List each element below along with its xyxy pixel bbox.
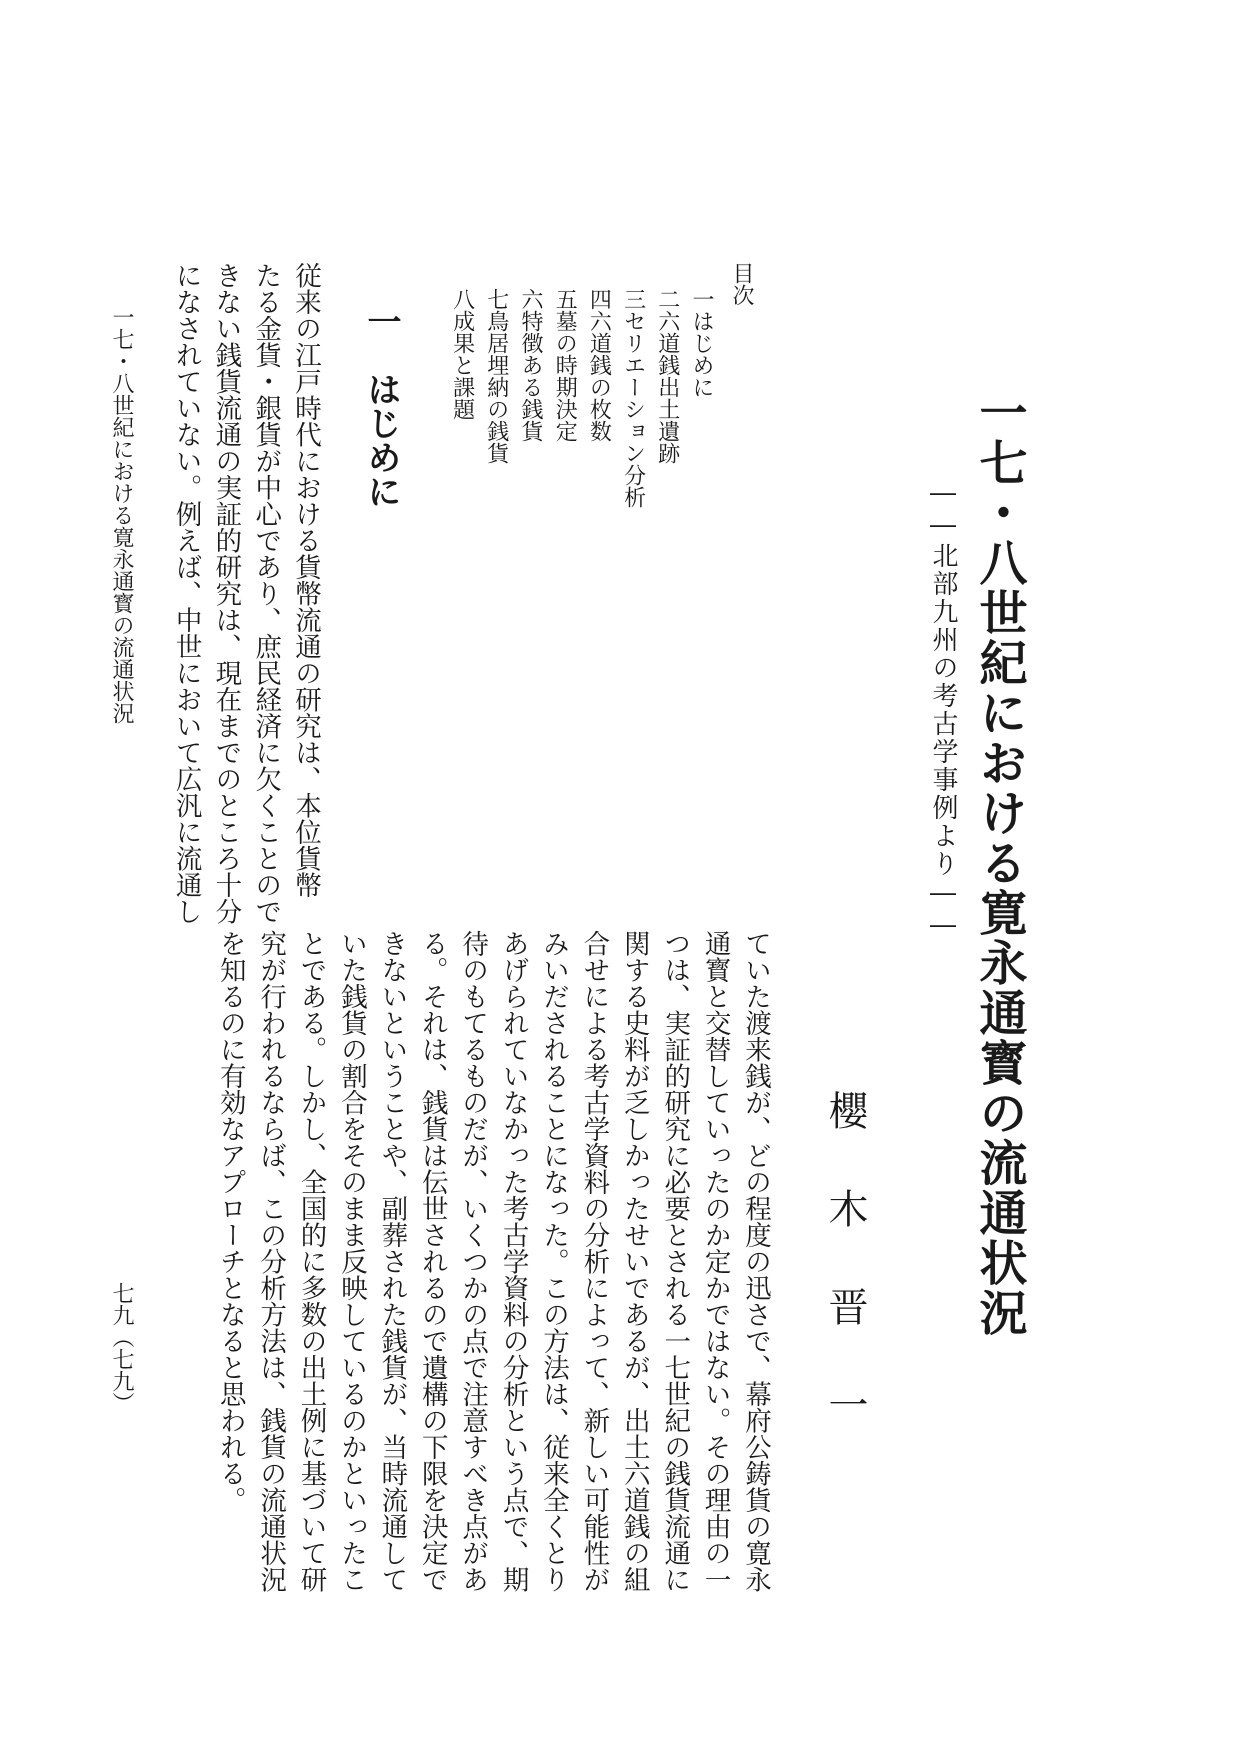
toc-item-number: 四 [586, 288, 612, 310]
toc-item-label: 鳥居埋納の銭貨 [483, 310, 509, 464]
toc-item-label: 成果と課題 [449, 310, 475, 420]
article-title: 一七・八世紀における寛永通寳の流通状況 [971, 388, 1027, 1338]
toc-item-number: 七 [483, 288, 509, 310]
toc-item [650, 288, 684, 508]
toc-item [513, 288, 547, 508]
author-name: 櫻木晋一 [822, 1090, 868, 1482]
page-number: 七九（七九） [109, 1282, 134, 1414]
body-text-left-block: 従来の江戸時代における貨幣流通の研究は、本位貨幣 たる金貨・銀貨が中心であり、庶民経済に欠くことので きない銭貨流通の実証的研究は、現在までのところ十分 になされていない。例えば、中世において広汎に流通し [170, 262, 321, 925]
toc-item [581, 288, 615, 508]
toc-item-label: セリエーション分析 [620, 310, 646, 508]
toc-item [615, 288, 649, 508]
table-of-contents [408, 288, 718, 508]
toc-item [684, 288, 718, 508]
toc-item-number: 八 [449, 288, 475, 310]
article-subtitle: ――北部九州の考古学事例より―― [928, 478, 958, 942]
section-heading: 一 はじめに [361, 304, 401, 508]
toc-heading: 目次 [729, 262, 754, 306]
toc-item-label: 墓の時期決定 [552, 310, 578, 442]
toc-item-number: 五 [552, 288, 578, 310]
toc-item [547, 288, 581, 508]
toc-item [444, 288, 478, 508]
toc-item-number: 六 [517, 288, 543, 310]
toc-item-label: 六道銭出土遺跡 [654, 310, 680, 464]
running-head: 一七・八世紀における寛永通寳の流通状況 [109, 306, 134, 724]
body-text-right-block: ていた渡来銭が、どの程度の迅さで、幕府公鋳貨の寛永 通寳と交替していったのか定かではない。その理由の一 つは、実証的研究に必要とされる一七世紀の銭貨流通に 関する史料が乏しかったせいであるが、出土六道銭の組 合せによる考古学資料の分析によって、新しい可能性が みいだされることになった。この方法は、従来全くとり あげられていなかった考古学資料の分析という点で、期 待のもてるものだが、いくつかの点で注意すべき点があ る。それは、銭貨は伝世されるので遺構の下限を決定で きないということや、副葬された銭貨が、当時流通して いた銭貨の割合をそのまま反映しているのかといったこ とである。しかし、全国的に多数の出土例に基づいて研 究が行われるならば、この分析方法は、銭貨の流通状況 を知るのに有効なアプローチとなると思われる。 [214, 930, 771, 1593]
toc-item-label: 特徴ある銭貨 [517, 310, 543, 442]
toc-item-label: 六道銭の枚数 [586, 310, 612, 442]
toc-item-number: 三 [620, 288, 646, 310]
toc-item-number: 一 [689, 288, 714, 310]
toc-item [479, 288, 513, 508]
toc-item-number: 二 [654, 288, 680, 310]
toc-item-label: はじめに [689, 310, 714, 398]
